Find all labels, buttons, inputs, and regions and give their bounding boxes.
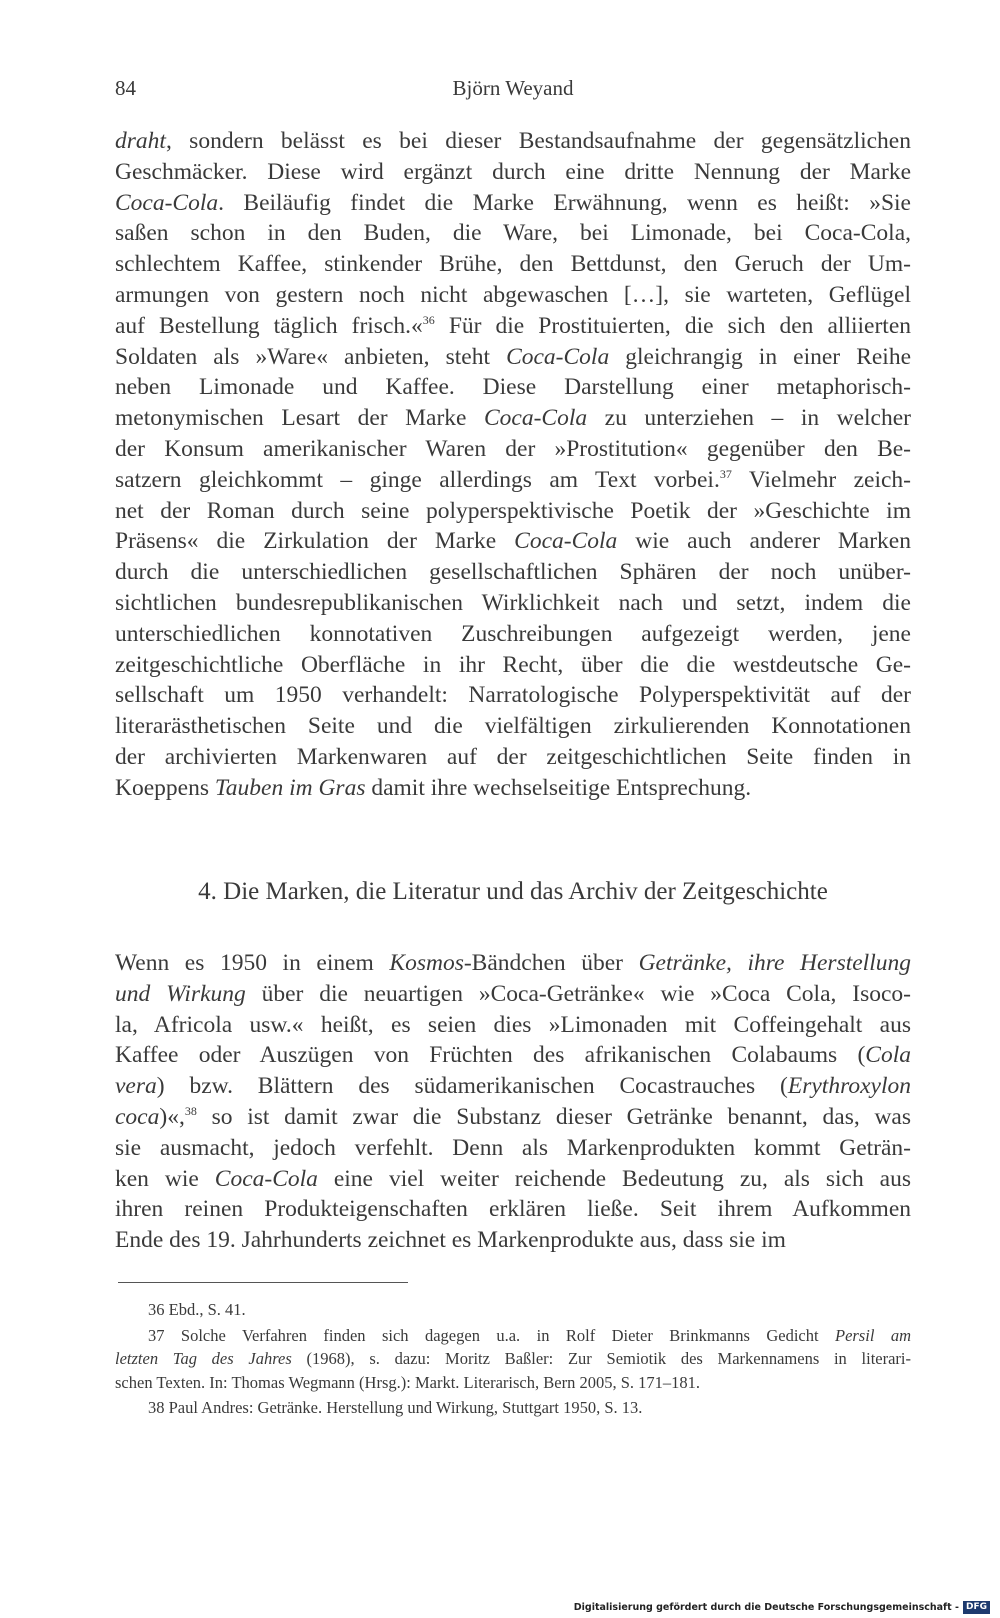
text-line <box>115 711 911 742</box>
text-run: 38 Paul Andres: Getränke. Herstellung und Wirkung, Stuttgart 1950, S. 13. <box>148 1398 643 1417</box>
text-line <box>115 496 911 527</box>
text-run: sichtlichen bundesrepublikanischen Wirklichkeit nach und setzt, indem die <box>115 589 911 616</box>
text-run: saßen schon in den Buden, die Ware, bei Limonade, bei Coca-Cola, <box>115 220 911 247</box>
italic-text: draht <box>115 128 166 154</box>
text-line <box>115 157 911 188</box>
text-run: -Bändchen über <box>463 950 639 976</box>
text-run: Koeppens <box>115 774 215 801</box>
footnote-line <box>115 1371 911 1395</box>
text-run: literarästhetischen Seite und die vielfältigen zirkulierenden Konnotationen <box>115 713 911 740</box>
footnote-line <box>115 1347 911 1371</box>
text-line <box>115 1194 911 1225</box>
text-line <box>115 311 911 342</box>
text-run: zeitgeschichtliche Oberfläche in ihr Recht, über die die westdeutsche Ge- <box>115 651 911 678</box>
text-run: )«, <box>159 1103 185 1130</box>
text-run: über die neuartigen »Coca-Getränke« wie »Coca Cola, Isoco- <box>245 980 911 1007</box>
italic-text: Coca-Cola <box>506 343 610 370</box>
text-run: Präsens« die Zirkulation der Marke <box>115 528 515 555</box>
page-number: 84 <box>115 76 136 100</box>
footnote-divider <box>118 1282 408 1283</box>
italic-text: Coca-Cola <box>514 528 618 555</box>
footnote-ref: 36 <box>422 312 435 327</box>
text-run: Für die Prostituierten, die sich den alliierten <box>434 312 911 339</box>
dfg-logo: DFG <box>963 1601 990 1614</box>
text-run: 37 Solche Verfahren finden sich dagegen u.a. in Rolf Dieter Brinkmanns Gedicht <box>148 1325 835 1345</box>
italic-text: Coca-Cola <box>484 405 588 432</box>
italic-text: Persil am <box>834 1325 911 1345</box>
text-run: neben Limonade und Kaffee. Diese Darstellung einer metaphorisch- <box>115 374 911 401</box>
body-paragraph <box>115 948 911 1256</box>
text-line <box>115 773 911 804</box>
italic-text: Erythroxylon <box>787 1073 911 1100</box>
text-line <box>115 1102 911 1133</box>
body-paragraph <box>115 126 911 804</box>
text-run: Wenn es 1950 in einem <box>115 950 390 976</box>
text-line <box>115 650 911 681</box>
text-run: schlechtem Kaffee, stinkender Brühe, den Bettdunst, den Geruch der Um- <box>115 251 911 278</box>
text-line <box>115 1164 911 1195</box>
text-line <box>115 434 911 465</box>
footnote-line <box>115 1298 911 1322</box>
footnote-ref: 37 <box>719 466 732 481</box>
text-run: der archivierten Markenwaren auf der zeitgeschichtlichen Seite finden in <box>115 743 911 770</box>
text-line <box>115 557 911 588</box>
text-line <box>115 680 911 711</box>
text-line <box>115 218 911 249</box>
funding-notice-text: Digitalisierung gefördert durch die Deutsche Forschungsgemeinschaft - <box>573 1602 959 1613</box>
text-run: zu unterziehen – in welcher <box>587 405 911 432</box>
text-line <box>115 1071 911 1102</box>
text-line <box>115 1040 911 1071</box>
italic-text: coca <box>115 1103 160 1130</box>
text-run: wie auch anderer Marken <box>617 528 911 555</box>
text-run: schen Texten. In: Thomas Wegmann (Hrsg.): Markt. Literarisch, Bern 2005, S. 171–181. <box>115 1372 700 1392</box>
text-run: metonymischen Lesart der Marke <box>115 405 484 432</box>
italic-text: Getränke, ihre Herstellung <box>638 950 911 976</box>
footnote <box>115 1298 911 1322</box>
italic-text: Cola <box>865 1042 911 1069</box>
text-run: ihren reinen Produkteigenschaften erklären ließe. Seit ihrem Aufkommen <box>115 1196 911 1223</box>
text-run: durch die unterschiedlichen gesellschaftlichen Sphären der noch unüber- <box>115 559 911 586</box>
text-run: 36 Ebd., S. 41. <box>148 1300 246 1319</box>
text-line <box>115 126 911 157</box>
text-run: la, Africola usw.« heißt, es seien dies »Limonaden mit Coffeingehalt aus <box>115 1011 911 1038</box>
text-run: sie ausmacht, jedoch verfehlt. Denn als Markenprodukten kommt Geträn- <box>115 1134 911 1161</box>
italic-text: Kosmos <box>389 950 464 976</box>
funding-notice <box>574 1600 990 1616</box>
footnotes <box>115 1298 911 1420</box>
text-run: Vielmehr zeich- <box>731 466 911 493</box>
text-line <box>115 1133 911 1164</box>
text-line <box>115 588 911 619</box>
italic-text: Coca-Cola <box>115 189 219 216</box>
text-run: (1968), s. dazu: Moritz Baßler: Zur Semiotik des Markennamens in literari- <box>291 1349 911 1368</box>
text-run: sellschaft um 1950 verhandelt: Narratologische Polyperspektivität auf der <box>115 682 911 709</box>
text-run: Geschmäcker. Diese wird ergänzt durch eine dritte Nennung der Marke <box>115 158 911 185</box>
text-run: auf Bestellung täglich frisch.« <box>115 312 423 339</box>
running-header <box>115 76 911 106</box>
italic-text: Tauben im Gras <box>214 774 366 801</box>
text-run: unterschiedlichen konnotativen Zuschreibungen aufgezeigt werden, jene <box>115 620 911 647</box>
italic-text: Coca-Cola <box>214 1165 318 1192</box>
text-run: satzern gleichkommt – ginge allerdings am Text vorbei. <box>115 466 720 493</box>
footnote <box>115 1396 911 1420</box>
text-line <box>115 619 911 650</box>
text-run: eine viel weiter reichende Bedeutung zu, als sich aus <box>317 1165 911 1192</box>
text-run: ) bzw. Blättern des südamerikanischen Cocastrauches ( <box>156 1073 788 1100</box>
text-run: damit ihre wechselseitige Entsprechung. <box>365 774 752 801</box>
footnote-line <box>115 1324 911 1348</box>
text-line <box>115 280 911 311</box>
text-line <box>115 948 911 979</box>
text-line <box>115 249 911 280</box>
italic-text: und Wirkung <box>115 980 246 1007</box>
text-line <box>115 342 911 373</box>
text-line <box>115 465 911 496</box>
text-run: ken wie <box>115 1165 215 1192</box>
text-run: . Beiläufig findet die Marke Erwähnung, wenn es heißt: »Sie <box>218 189 911 216</box>
text-run: der Konsum amerikanischer Waren der »Prostitution« gegenüber den Be- <box>115 435 911 462</box>
text-line <box>115 188 911 219</box>
text-line <box>115 1010 911 1041</box>
text-line <box>115 1225 911 1256</box>
text-run: armungen von gestern noch nicht abgewaschen […], sie warteten, Geflügel <box>115 281 911 308</box>
text-run: gleichrangig in einer Reihe <box>609 343 912 370</box>
footnote-ref: 38 <box>184 1103 197 1118</box>
italic-text: vera <box>115 1073 157 1100</box>
text-line <box>115 526 911 557</box>
text-run: net der Roman durch seine polyperspektivische Poetik der »Geschichte im <box>115 497 911 524</box>
text-run: Soldaten als »Ware« anbieten, steht <box>115 343 507 370</box>
italic-text: letzten Tag des Jahres <box>115 1349 292 1368</box>
text-line <box>115 742 911 773</box>
text-run: Kaffee oder Auszügen von Früchten des afrikanischen Colabaums ( <box>115 1042 866 1069</box>
footnote-line <box>115 1396 911 1420</box>
running-header-author: Björn Weyand <box>452 76 574 100</box>
text-run: , sondern belässt es bei dieser Bestandsaufnahme der gegensätzlichen <box>165 128 911 154</box>
text-line <box>115 403 911 434</box>
text-line <box>115 979 911 1010</box>
section-heading: 4. Die Marken, die Literatur und das Archiv der Zeitgeschichte <box>198 878 828 905</box>
text-line <box>115 372 911 403</box>
footnote <box>115 1324 911 1395</box>
text-run: so ist damit zwar die Substanz dieser Getränke benannt, das, was <box>196 1103 911 1130</box>
text-run: Ende des 19. Jahrhunderts zeichnet es Markenprodukte aus, dass sie im <box>115 1227 786 1254</box>
